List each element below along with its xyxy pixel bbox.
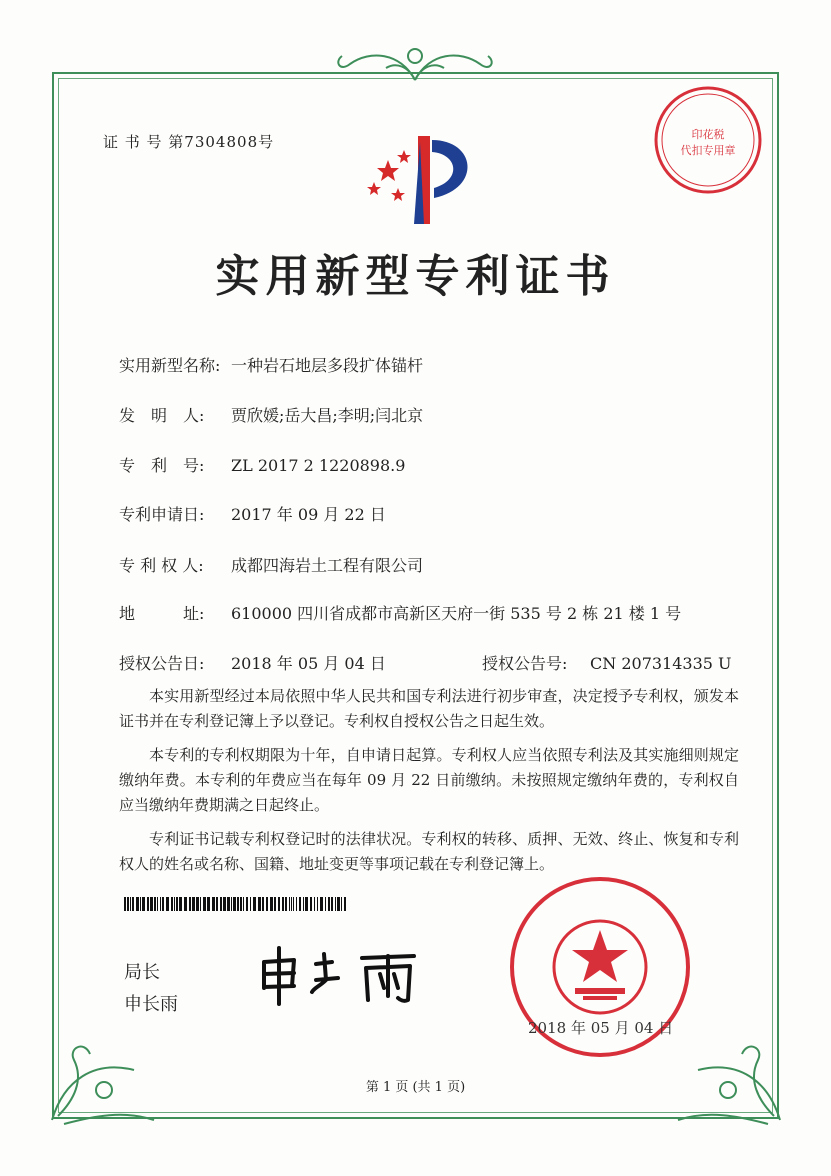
bottom-left-ornament [44, 1020, 164, 1130]
director-title: 局长 [124, 962, 160, 983]
director-signature [254, 940, 434, 1010]
page-footer: 第 1 页 (共 1 页) [365, 1080, 466, 1095]
seal-date: 2018 年 05 月 04 日 [528, 1019, 674, 1037]
field-address: 地 址: 610000 四川省成都市高新区天府一街 535 号 2 栋 21 楼 1 号 [119, 604, 682, 623]
paragraph: 本实用新型经过本局依照中华人民共和国专利法进行初步审查，决定授予专利权，颁发本证书并在专利登记簿上予以登记。专利权自授权公告之日起生效。 [119, 687, 739, 730]
certificate-number: 证 书 号 第7304808号 [103, 133, 275, 151]
field-inventors: 发 明 人: 贾欣媛;岳大昌;李明;闫北京 [119, 406, 424, 425]
director-name: 申长雨 [124, 994, 178, 1015]
paragraph: 本专利的专利权期限为十年，自申请日起算。专利权人应当依照专利法及其实施细则规定缴纳年费。本专利的年费应当在每年 09 月 22 日前缴纳。未按照规定缴纳年费的，专利权自应当缴纳年费期满之日起终止。 [119, 746, 739, 814]
barcode [124, 897, 348, 911]
field-announcement-number: 授权公告号: CN 207314335 U [482, 654, 732, 673]
field-patent-number: 专 利 号: ZL 2017 2 1220898.9 [119, 456, 406, 475]
svg-text:印花税: 印花税 [691, 128, 725, 141]
field-utility-model-name: 实用新型名称: 一种岩石地层多段扩体锚杆 [119, 356, 424, 375]
page-title: 实用新型专利证书 [215, 251, 616, 302]
field-grant-date: 授权公告日: 2018 年 05 月 04 日 [119, 654, 386, 673]
top-ornament [330, 42, 500, 86]
field-application-date: 专利申请日: 2017 年 09 月 22 日 [119, 505, 386, 524]
paragraph: 专利证书记载专利权登记时的法律状况。专利权的转移、质押、无效、终止、恢复和专利权人的姓名或名称、国籍、地址变更等事项记载在专利登记簿上。 [119, 830, 739, 873]
field-patentee: 专 利 权 人: 成都四海岩土工程有限公司 [119, 556, 424, 575]
certificate-body-text [119, 684, 739, 886]
patent-office-logo [358, 132, 488, 228]
tax-stamp [650, 82, 766, 198]
svg-text:代扣专用章: 代扣专用章 [680, 144, 736, 157]
